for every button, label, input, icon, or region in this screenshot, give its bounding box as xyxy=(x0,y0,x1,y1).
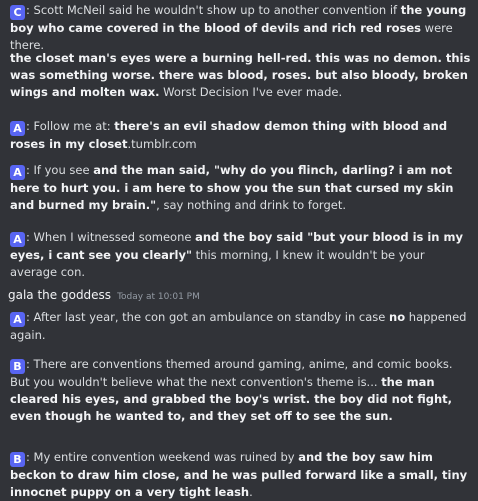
message-text: : My entire convention weekend was ruined by xyxy=(26,450,299,464)
message-bold-text: the man cleared his eyes, and grabbed the boy's wrist. the boy did not fight, even though he wanted to, and they set off to see the sun. xyxy=(10,375,453,423)
message-7 xyxy=(10,356,472,425)
message-bold-text: the closet man's eyes were a burning hell-red. this was no demon. this was something worse. there was blood, roses. but also bloody, broken wings and molten wax. xyxy=(10,51,471,99)
message-bold-text: there's an evil shadow demon thing with blood and roses in my closet xyxy=(10,119,448,151)
message-text: : If you see xyxy=(26,163,94,177)
message-text: . xyxy=(249,485,253,499)
speaker-badge: A xyxy=(10,121,25,136)
message-author xyxy=(8,287,200,306)
speaker-badge: A xyxy=(10,232,25,247)
message-bold-text: no xyxy=(389,310,406,324)
message-1 xyxy=(10,2,472,54)
message-text: happened again. xyxy=(10,310,467,342)
message-3 xyxy=(10,118,472,153)
message-4 xyxy=(10,162,472,214)
message-bold-text: and the boy said "but your blood is in my eyes, i cant see you clearly" xyxy=(10,230,463,262)
message-text: : There are conventions themed around gaming, anime, and comic books. But you wouldn't believe what the next convention's theme is... xyxy=(10,357,453,389)
speaker-badge: C xyxy=(10,5,25,20)
message-text: : After last year, the con got an ambulance on standby in case xyxy=(26,310,390,324)
message-text: Worst Decision I've ever made. xyxy=(159,85,343,99)
message-bold-text: and the man said, "why do you flinch, darling? i am not here to hurt you. i am here to show you the sun that cursed my skin and burned my brain." xyxy=(10,163,454,212)
author-name[interactable]: gala the goddess xyxy=(8,288,112,302)
message-6 xyxy=(10,309,472,344)
message-8 xyxy=(10,449,472,501)
message-5 xyxy=(10,229,472,281)
message-text: .tumblr.com xyxy=(127,137,197,151)
message-2 xyxy=(10,50,472,101)
message-text: : Scott McNeil said he wouldn't show up to another convention if xyxy=(26,3,401,17)
speaker-badge: B xyxy=(10,452,25,467)
message-text: : Follow me at: xyxy=(26,119,115,133)
speaker-badge: A xyxy=(10,165,25,180)
message-bold-text: and the boy saw him beckon to draw him close, and he was pulled forward like a small, tiny innocnet puppy on a very tight leash xyxy=(10,450,468,499)
message-text: , say nothing and drink to forget. xyxy=(156,198,346,212)
message-text: this morning, I knew it wouldn't be your average con. xyxy=(10,248,425,279)
message-text: : When I witnessed someone xyxy=(26,230,196,244)
message-timestamp: Today at 10:01 PM xyxy=(117,292,200,302)
message-text: were there. xyxy=(10,21,453,52)
speaker-badge: A xyxy=(10,312,25,327)
speaker-badge: B xyxy=(10,359,25,374)
message-bold-text: the young boy who came covered in the blood of devils and rich red roses xyxy=(10,3,467,35)
